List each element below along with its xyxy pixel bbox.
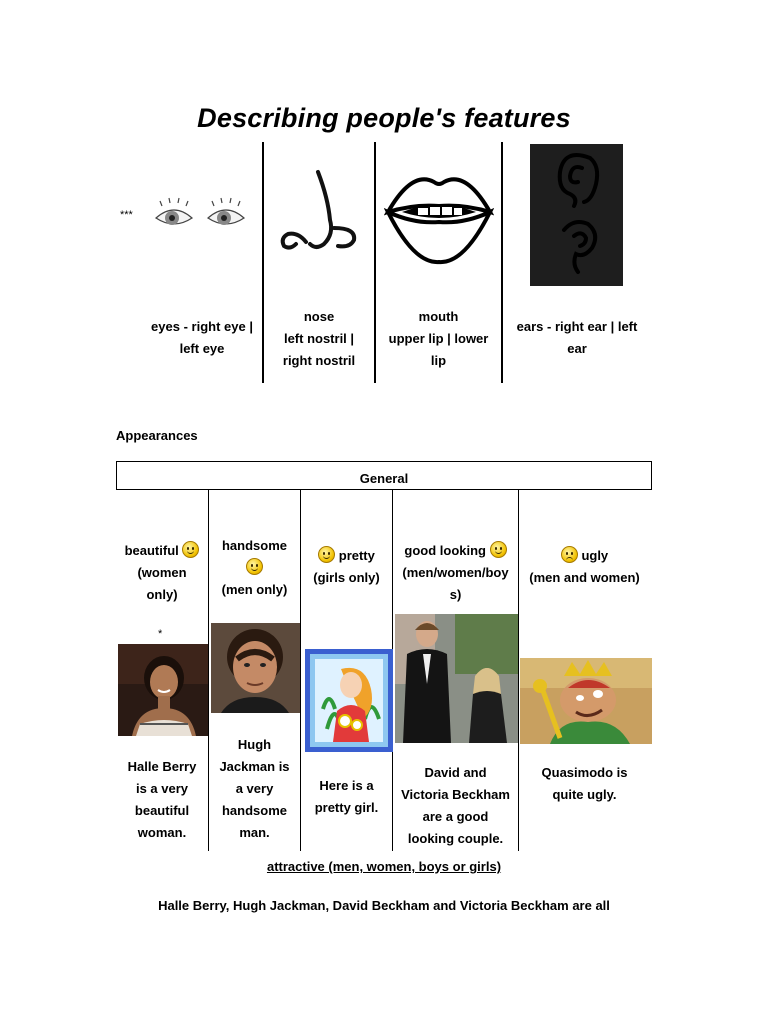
- word-beautiful: beautiful (women only): [116, 540, 208, 606]
- nose-caption: nose left nostril | right nostril: [282, 309, 356, 368]
- footer-sentence: Halle Berry, Hugh Jackman, David Beckham and Victoria Beckham are all: [158, 898, 610, 913]
- description-halle: Halle Berry is a very beautiful woman.: [127, 759, 197, 840]
- smiley-icon: [318, 546, 335, 563]
- nose-icon: [276, 168, 360, 263]
- feature-divider: [501, 142, 503, 383]
- word-good-looking: good looking (men/women/boy s): [402, 543, 509, 602]
- mouth-caption: mouth upper lip | lower lip: [388, 309, 489, 368]
- pretty-girl-picture: [305, 649, 393, 752]
- star-mark: *: [158, 628, 163, 640]
- ears-caption: ears - right ear | left ear: [516, 319, 638, 356]
- beckham-couple-photo: [395, 614, 518, 743]
- word-handsome: handsome (men only): [221, 538, 288, 597]
- mouth-icon: [384, 168, 494, 273]
- description-pretty: Here is a pretty girl.: [314, 778, 379, 815]
- quasimodo-picture: [520, 658, 652, 744]
- hugh-jackman-photo: [211, 623, 300, 713]
- eyes-caption: eyes - right eye | left eye: [151, 319, 253, 356]
- ears-icon: [530, 144, 623, 291]
- frown-icon: [561, 546, 578, 563]
- general-header: General: [116, 461, 652, 490]
- description-hugh: Hugh Jackman is a very handsome man.: [219, 737, 290, 840]
- word-pretty: pretty (girls only): [313, 548, 380, 585]
- attractive-heading: attractive (men, women, boys or girls): [266, 859, 502, 874]
- word-ugly: ugly (men and women): [529, 548, 640, 585]
- smiley-icon: [246, 558, 263, 575]
- halle-berry-photo: [118, 644, 208, 736]
- smiley-icon: [490, 541, 507, 558]
- page-title: Describing people's features: [197, 103, 571, 133]
- marker-text: ***: [120, 209, 133, 221]
- description-quasimodo: Quasimodo is quite ugly.: [541, 765, 628, 802]
- smiley-icon: [182, 541, 199, 558]
- eyes-icon: [152, 196, 252, 241]
- description-beckham: David and Victoria Beckham are a good looking couple.: [401, 765, 510, 846]
- section-label: Appearances: [116, 428, 198, 443]
